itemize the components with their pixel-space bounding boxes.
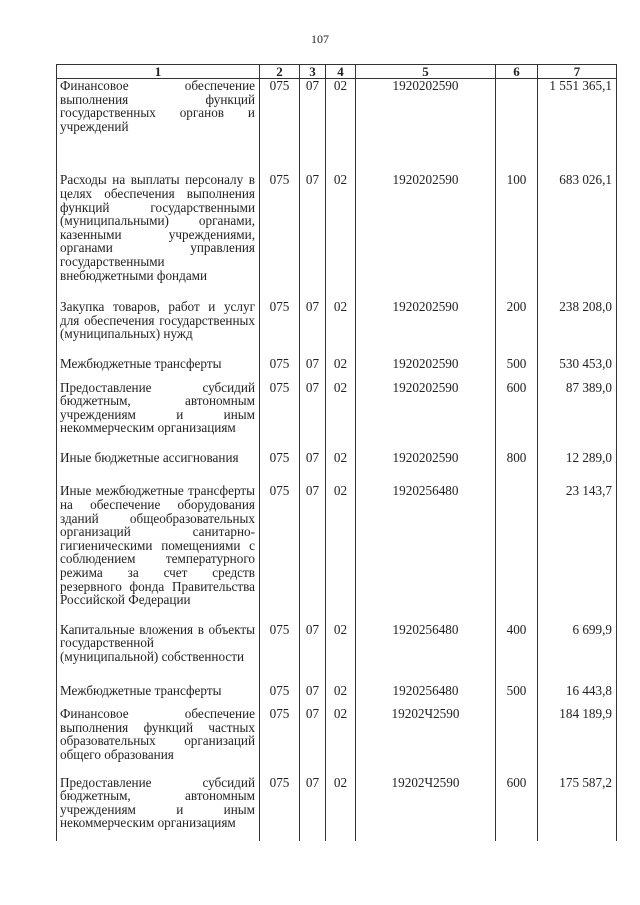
row-target-article: 1920202590 <box>356 173 496 300</box>
row-amount: 12 289,0 <box>538 451 617 485</box>
column-header: 6 <box>496 65 538 79</box>
row-amount: 23 143,7 <box>538 484 617 622</box>
row-description: Иные бюджетные ассигнования <box>57 451 260 485</box>
row-amount: 238 208,0 <box>538 300 617 357</box>
row-description: Предоставление субсидий бюджетным, автономным учреждениям и иным некоммерческим организациям <box>57 776 260 841</box>
row-amount: 6 699,9 <box>538 623 617 684</box>
row-expense-type: 500 <box>496 684 538 708</box>
row-target-article: 1920256480 <box>356 484 496 622</box>
row-ministry-code: 075 <box>260 381 300 451</box>
row-section-code: 07 <box>300 300 326 357</box>
row-section-code: 07 <box>300 684 326 708</box>
row-subsection-code: 02 <box>326 357 356 381</box>
row-expense-type: 800 <box>496 451 538 485</box>
row-expense-type: 600 <box>496 776 538 841</box>
table-row <box>57 79 617 174</box>
row-target-article: 1920256480 <box>356 623 496 684</box>
row-description: Межбюджетные трансферты <box>57 357 260 381</box>
row-expense-type <box>496 484 538 622</box>
row-section-code: 07 <box>300 451 326 485</box>
row-expense-type: 400 <box>496 623 538 684</box>
table-row <box>57 484 617 622</box>
row-description: Финансовое обеспечение выполнения функций государственных органов и учреждений <box>57 79 260 174</box>
header-row <box>57 65 617 79</box>
row-subsection-code: 02 <box>326 381 356 451</box>
row-description: Закупка товаров, работ и услуг для обеспечения государственных (муниципальных) нужд <box>57 300 260 357</box>
row-amount: 16 443,8 <box>538 684 617 708</box>
row-amount: 87 389,0 <box>538 381 617 451</box>
column-header: 3 <box>300 65 326 79</box>
row-subsection-code: 02 <box>326 300 356 357</box>
row-description: Капитальные вложения в объекты государственной (муниципальной) собственности <box>57 623 260 684</box>
row-section-code: 07 <box>300 79 326 174</box>
row-amount: 530 453,0 <box>538 357 617 381</box>
row-target-article: 1920202590 <box>356 79 496 174</box>
table-row <box>57 776 617 841</box>
row-ministry-code: 075 <box>260 707 300 775</box>
row-description: Иные межбюджетные трансферты на обеспечение оборудования зданий общеобразовательных организаций санитарно-гигиеническими помещениями с соблюдением температурного режима за счет средств резервного фонда Правительства Российской Федерации <box>57 484 260 622</box>
row-section-code: 07 <box>300 381 326 451</box>
table-row <box>57 684 617 708</box>
table-row <box>57 173 617 300</box>
row-expense-type: 100 <box>496 173 538 300</box>
row-description: Расходы на выплаты персоналу в целях обеспечения выполнения функций государственными (муниципальными) органами, казенными учреждениями, органами управления государственными внебюджетными фондами <box>57 173 260 300</box>
row-subsection-code: 02 <box>326 776 356 841</box>
row-subsection-code: 02 <box>326 707 356 775</box>
column-header: 2 <box>260 65 300 79</box>
row-section-code: 07 <box>300 707 326 775</box>
row-subsection-code: 02 <box>326 623 356 684</box>
row-subsection-code: 02 <box>326 451 356 485</box>
row-target-article: 19202Ч2590 <box>356 776 496 841</box>
row-expense-type: 500 <box>496 357 538 381</box>
row-expense-type <box>496 79 538 174</box>
column-header: 4 <box>326 65 356 79</box>
table-row <box>57 707 617 775</box>
row-target-article: 19202Ч2590 <box>356 707 496 775</box>
row-amount: 184 189,9 <box>538 707 617 775</box>
row-description: Предоставление субсидий бюджетным, автономным учреждениям и иным некоммерческим организациям <box>57 381 260 451</box>
page-number: 107 <box>311 32 329 46</box>
row-section-code: 07 <box>300 623 326 684</box>
row-ministry-code: 075 <box>260 357 300 381</box>
row-description: Межбюджетные трансферты <box>57 684 260 708</box>
row-ministry-code: 075 <box>260 451 300 485</box>
row-ministry-code: 075 <box>260 684 300 708</box>
table-row <box>57 623 617 684</box>
row-section-code: 07 <box>300 776 326 841</box>
row-amount: 1 551 365,1 <box>538 79 617 174</box>
row-expense-type <box>496 707 538 775</box>
row-target-article: 1920202590 <box>356 381 496 451</box>
row-amount: 175 587,2 <box>538 776 617 841</box>
table-row <box>57 357 617 381</box>
row-description: Финансовое обеспечение выполнения функций частных образовательных организаций общего образования <box>57 707 260 775</box>
row-subsection-code: 02 <box>326 173 356 300</box>
row-ministry-code: 075 <box>260 173 300 300</box>
row-target-article: 1920256480 <box>356 684 496 708</box>
column-header: 7 <box>538 65 617 79</box>
row-expense-type: 200 <box>496 300 538 357</box>
row-subsection-code: 02 <box>326 484 356 622</box>
column-header: 1 <box>57 65 260 79</box>
row-section-code: 07 <box>300 484 326 622</box>
table-body <box>57 79 617 841</box>
row-section-code: 07 <box>300 173 326 300</box>
row-target-article: 1920202590 <box>356 451 496 485</box>
row-ministry-code: 075 <box>260 623 300 684</box>
row-subsection-code: 02 <box>326 684 356 708</box>
budget-table <box>56 64 617 841</box>
table-row <box>57 451 617 485</box>
row-expense-type: 600 <box>496 381 538 451</box>
table-row <box>57 381 617 451</box>
row-amount: 683 026,1 <box>538 173 617 300</box>
column-header: 5 <box>356 65 496 79</box>
table-row <box>57 300 617 357</box>
row-ministry-code: 075 <box>260 300 300 357</box>
row-target-article: 1920202590 <box>356 357 496 381</box>
row-ministry-code: 075 <box>260 484 300 622</box>
row-subsection-code: 02 <box>326 79 356 174</box>
row-section-code: 07 <box>300 357 326 381</box>
row-ministry-code: 075 <box>260 776 300 841</box>
row-target-article: 1920202590 <box>356 300 496 357</box>
row-ministry-code: 075 <box>260 79 300 174</box>
